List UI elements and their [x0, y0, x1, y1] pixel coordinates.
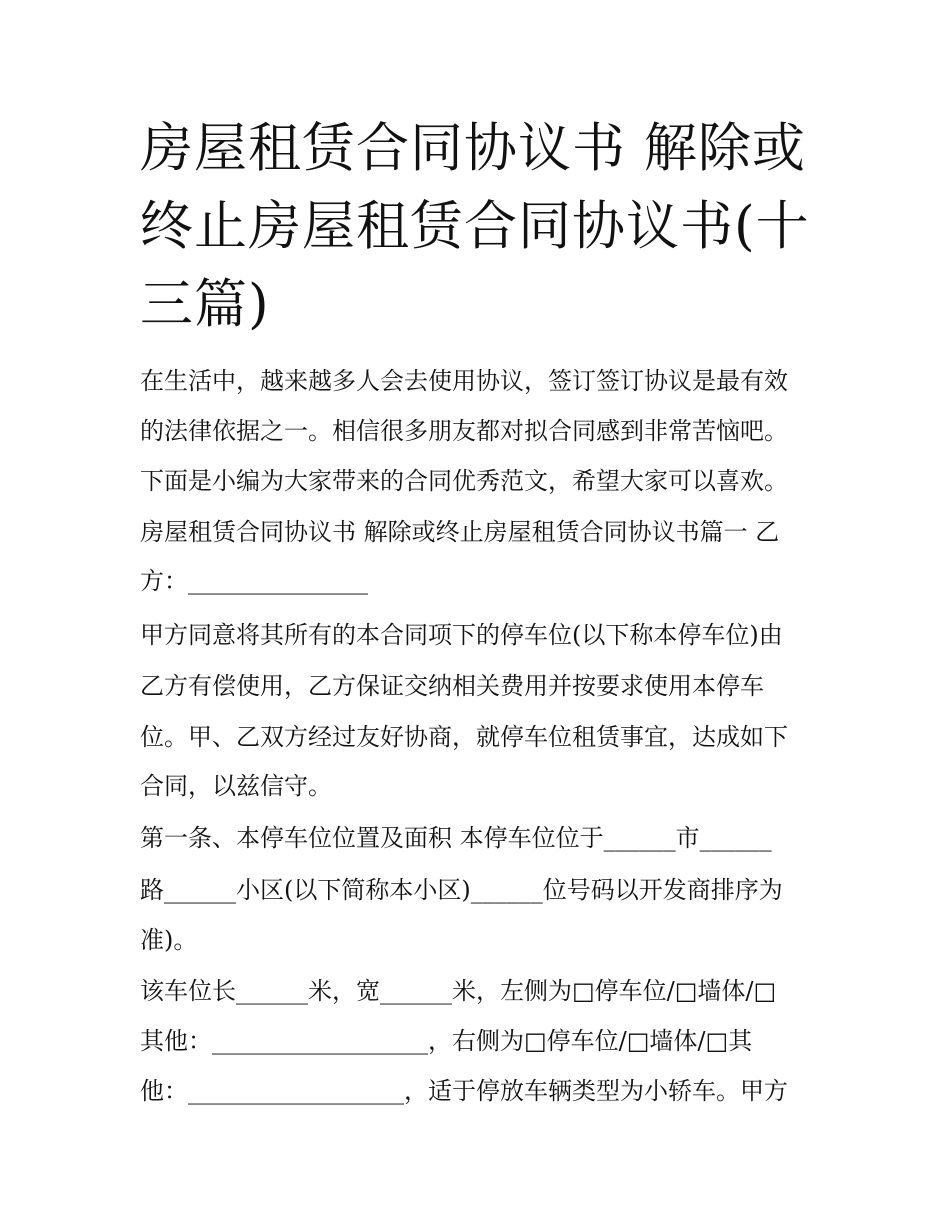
body-line: 下面是小编为大家带来的合同优秀范文，希望大家可以喜欢。 — [140, 467, 788, 495]
body-line: 的法律依据之一。相信很多朋友都对拟合同感到非常苦恼吧。 — [140, 417, 788, 445]
body-line: 其他：__________________，右侧为□停车位/□墙体/□其 — [140, 1027, 753, 1055]
body-line: 乙方有偿使用，乙方保证交纳相关费用并按要求使用本停车 — [140, 672, 764, 700]
body-line: 位。甲、乙双方经过友好协商，就停车位租赁事宜，达成如下 — [140, 723, 788, 751]
body-line: 合同，以兹信守。 — [140, 772, 332, 800]
body-line: 甲方同意将其所有的本合同项下的停车位(以下称本停车位)由 — [140, 621, 783, 649]
body-line: 该车位长______米，宽______米，左侧为□停车位/□墙体/□ — [140, 977, 777, 1005]
body-line: 房屋租赁合同协议书 解除或终止房屋租赁合同协议书篇一 乙 — [140, 518, 780, 546]
document-title: 房屋租赁合同协议书 解除或终止房屋租赁合同协议书(十三篇) — [140, 118, 810, 335]
body-line: 他：__________________，适于停放车辆类型为小轿车。甲方 — [140, 1077, 788, 1105]
body-line: 在生活中，越来越多人会去使用协议，签订签订协议是最有效 — [140, 367, 788, 395]
body-line: 第一条、本停车位位置及面积 本停车位位于______市______ — [140, 824, 772, 852]
body-line: 方：_______________ — [140, 567, 368, 595]
body-line: 准)。 — [140, 926, 198, 954]
body-line: 路______小区(以下简称本小区)______位号码以开发商排序为 — [140, 876, 783, 904]
